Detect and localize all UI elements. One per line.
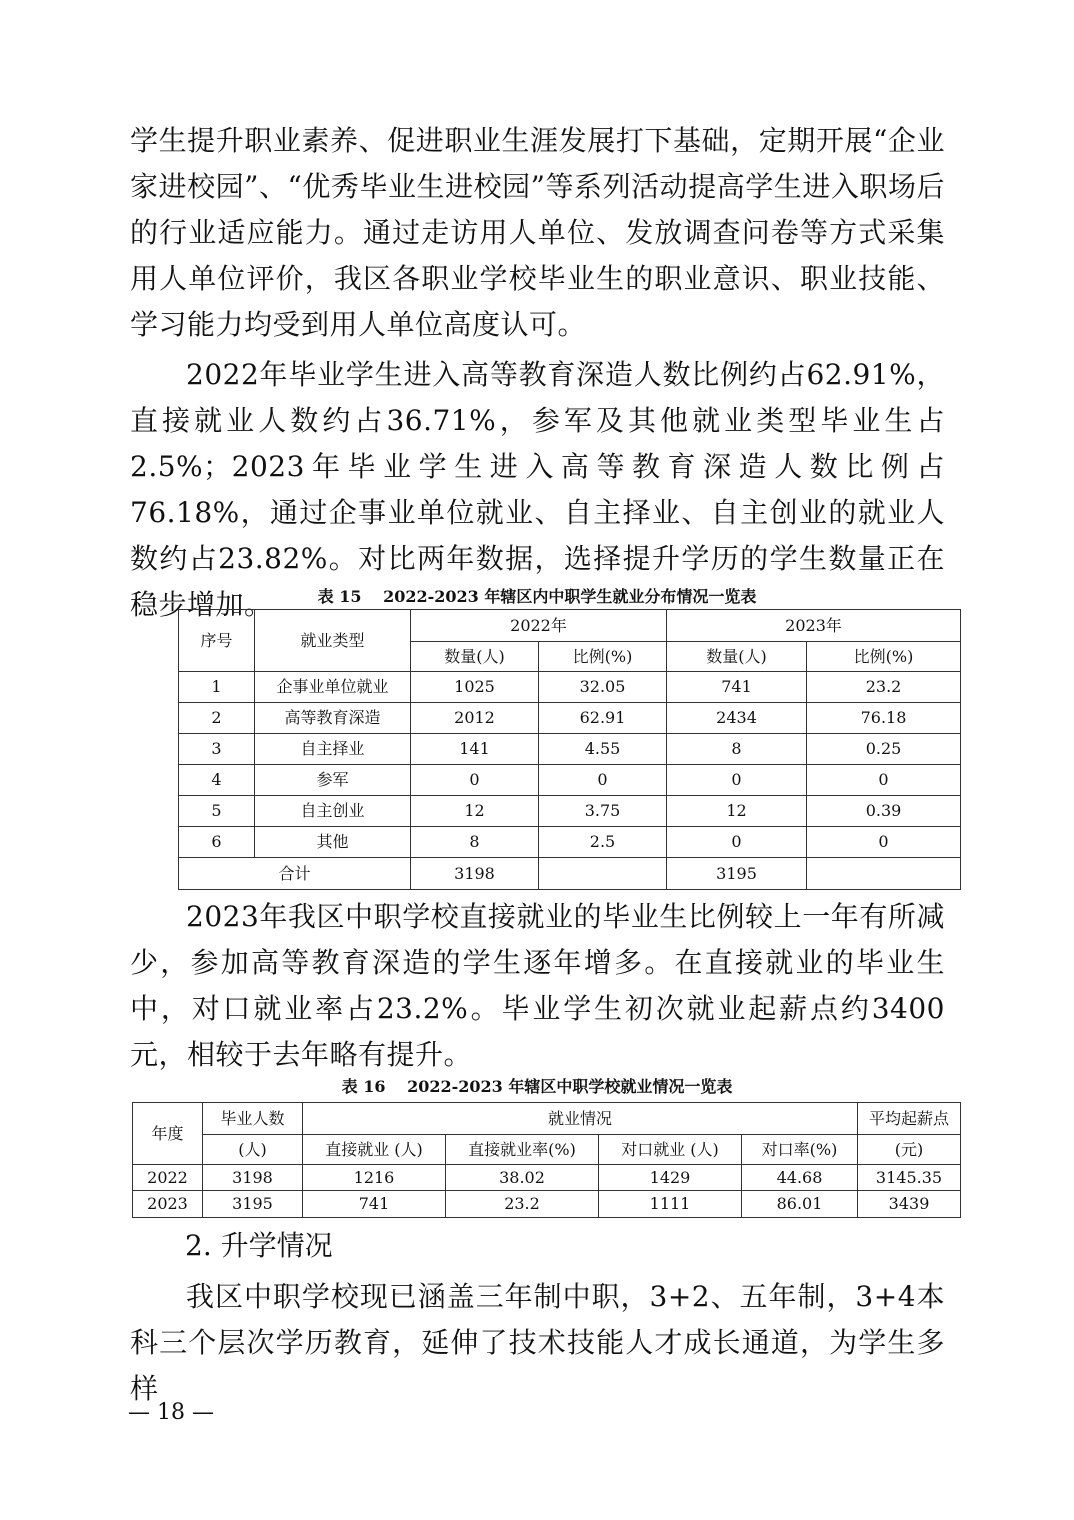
table-15-caption: 表 15 2022-2023 年辖区内中职学生就业分布情况一览表 <box>317 587 757 606</box>
cell-ratio-2022: 3.75 <box>539 796 667 827</box>
cell-ratio-2022: 32.05 <box>539 672 667 703</box>
cell-grads: 3195 <box>203 1191 303 1218</box>
header-salary-unit: (元) <box>858 1135 961 1165</box>
header-count-2022: 数量(人) <box>411 642 539 672</box>
paragraph-intro: 学生提升职业素养、促进职业生涯发展打下基础，定期开展“企业家进校园”、“优秀毕业生进校园”等系列活动提高学生进入职场后的行业适应能力。通过走访用人单位、发放调查问卷等方式采集用人单位评价，我区各职业学校毕业生的职业意识、职业技能、学习能力均受到用人单位高度认可。 <box>130 124 945 341</box>
header-matched: 对口就业 (人) <box>599 1135 742 1165</box>
cell-count-2022: 8 <box>411 827 539 858</box>
cell-type: 自主择业 <box>255 734 411 765</box>
cell-year: 2023 <box>133 1191 203 1218</box>
cell-grads: 3198 <box>203 1165 303 1191</box>
table-row <box>133 1165 961 1191</box>
header-grads: 毕业人数 <box>203 1103 303 1135</box>
cell-count-2022: 141 <box>411 734 539 765</box>
cell-type: 参军 <box>255 765 411 796</box>
header-employment: 就业情况 <box>303 1103 858 1135</box>
cell-count-2022: 0 <box>411 765 539 796</box>
cell-year: 2022 <box>133 1165 203 1191</box>
table-total-row <box>179 858 961 890</box>
header-direct: 直接就业 (人) <box>303 1135 446 1165</box>
cell-seq: 2 <box>179 703 255 734</box>
cell-type: 自主创业 <box>255 796 411 827</box>
table-row <box>179 734 961 765</box>
table-15 <box>178 609 961 890</box>
paragraph-2023-employment: 2023年我区中职学校直接就业的毕业生比例较上一年有所减少，参加高等教育深造的学生逐年增多。在直接就业的毕业生中，对口就业率占23.2%。毕业学生初次就业起薪点约3400元，相较于去年略有提升。 <box>130 900 945 1071</box>
cell-count-2022: 2012 <box>411 703 539 734</box>
table-16-caption: 表 16 2022-2023 年辖区中职学校就业情况一览表 <box>341 1077 733 1096</box>
header-type: 就业类型 <box>255 610 411 672</box>
cell-count-2023: 741 <box>667 672 807 703</box>
cell-matched: 1429 <box>599 1165 742 1191</box>
cell-count-2022: 12 <box>411 796 539 827</box>
cell-matched-rate: 86.01 <box>742 1191 858 1218</box>
cell-ratio-2023: 0 <box>807 765 961 796</box>
table-row <box>133 1191 961 1218</box>
header-grads-unit: (人) <box>203 1135 303 1165</box>
cell-ratio-2022: 4.55 <box>539 734 667 765</box>
paragraph-2022-2023-comparison: 2022年毕业学生进入高等教育深造人数比例约占62.91%，直接就业人数约占36.71%，参军及其他就业类型毕业生占2.5%；2023年毕业学生进入高等教育深造人数比例占76.18%，通过企事业单位就业、自主择业、自主创业的就业人数约占23.82%。对比两年数据，选择提升学历的学生数量正在稳步增加。 <box>130 358 945 621</box>
cell-ratio-2023: 0 <box>807 827 961 858</box>
table-row <box>179 827 961 858</box>
cell-count-2023: 12 <box>667 796 807 827</box>
cell-type: 企事业单位就业 <box>255 672 411 703</box>
cell-count-2023: 8 <box>667 734 807 765</box>
cell-ratio-2022: 62.91 <box>539 703 667 734</box>
cell-direct-rate: 23.2 <box>446 1191 599 1218</box>
page-number: — 18 — <box>128 1400 214 1425</box>
cell-type: 高等教育深造 <box>255 703 411 734</box>
cell-type: 其他 <box>255 827 411 858</box>
header-2023: 2023年 <box>667 610 961 642</box>
header-count-2023: 数量(人) <box>667 642 807 672</box>
cell-seq: 1 <box>179 672 255 703</box>
header-matched-rate: 对口率(%) <box>742 1135 858 1165</box>
cell-ratio-2022: 0 <box>539 765 667 796</box>
header-direct-rate: 直接就业率(%) <box>446 1135 599 1165</box>
table-row <box>179 703 961 734</box>
cell-salary: 3439 <box>858 1191 961 1218</box>
cell-ratio-2023: 0.39 <box>807 796 961 827</box>
cell-count-2023: 0 <box>667 765 807 796</box>
table-16 <box>132 1102 961 1218</box>
cell-total-count-2023: 3195 <box>667 858 807 890</box>
header-ratio-2022: 比例(%) <box>539 642 667 672</box>
cell-salary: 3145.35 <box>858 1165 961 1191</box>
cell-direct-rate: 38.02 <box>446 1165 599 1191</box>
header-seq: 序号 <box>179 610 255 672</box>
cell-ratio-2023: 23.2 <box>807 672 961 703</box>
header-salary: 平均起薪点 <box>858 1103 961 1135</box>
cell-total-label: 合计 <box>179 858 411 890</box>
paragraph-further-education: 我区中职学校现已涵盖三年制中职，3+2、五年制，3+4本科三个层次学历教育，延伸了技术技能人才成长通道，为学生多样 <box>130 1280 945 1405</box>
cell-ratio-2023: 0.25 <box>807 734 961 765</box>
cell-seq: 6 <box>179 827 255 858</box>
cell-seq: 3 <box>179 734 255 765</box>
cell-direct: 1216 <box>303 1165 446 1191</box>
table-row <box>179 765 961 796</box>
header-year: 年度 <box>133 1103 203 1165</box>
cell-matched: 1111 <box>599 1191 742 1218</box>
cell-count-2022: 1025 <box>411 672 539 703</box>
cell-ratio-2023: 76.18 <box>807 703 961 734</box>
cell-ratio-2022: 2.5 <box>539 827 667 858</box>
cell-total-count-2022: 3198 <box>411 858 539 890</box>
table-row <box>179 672 961 703</box>
cell-seq: 4 <box>179 765 255 796</box>
header-ratio-2023: 比例(%) <box>807 642 961 672</box>
table-row <box>179 796 961 827</box>
cell-matched-rate: 44.68 <box>742 1165 858 1191</box>
header-2022: 2022年 <box>411 610 667 642</box>
cell-direct: 741 <box>303 1191 446 1218</box>
cell-count-2023: 0 <box>667 827 807 858</box>
cell-count-2023: 2434 <box>667 703 807 734</box>
cell-total-empty <box>539 858 667 890</box>
section-heading: 2. 升学情况 <box>185 1229 333 1262</box>
cell-seq: 5 <box>179 796 255 827</box>
cell-total-empty <box>807 858 961 890</box>
